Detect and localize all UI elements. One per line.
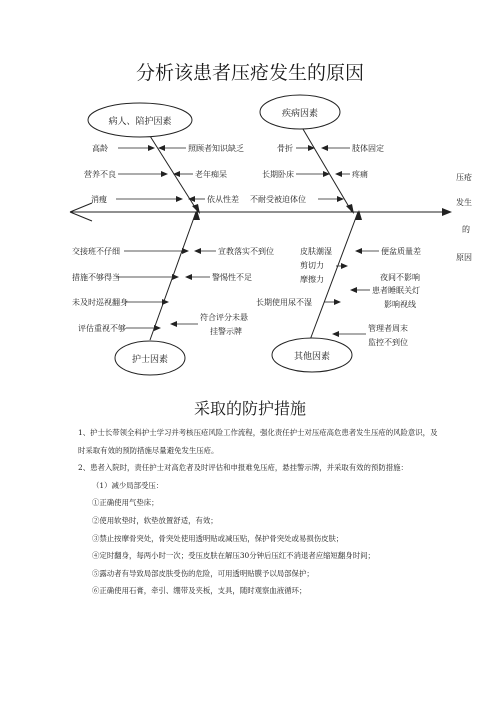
- cause-label: 照顾者知识缺乏: [188, 144, 244, 153]
- category-patient-label: 病人、陪护因素: [108, 117, 172, 127]
- fishbone-tail-bottom: [70, 212, 92, 221]
- list-item: ③禁止按摩骨突处，骨突处使用透明贴或减压贴，保护骨突处或易损伤皮肤；: [92, 533, 344, 543]
- cause-label: 骨折: [277, 144, 293, 153]
- paragraph: （1）减少局部受压：: [92, 480, 164, 490]
- category-other-label: 其他因素: [293, 352, 331, 362]
- cause-label: 高龄: [92, 144, 108, 153]
- cause-label: 影响视线: [384, 300, 416, 309]
- cause-label: 老年痴呆: [195, 170, 227, 179]
- cause-label: 评估重视不够: [78, 324, 126, 333]
- cause-label: 摩擦力: [300, 275, 324, 284]
- list-item: ②使用软垫时，软垫放置舒适，有效；: [92, 515, 218, 525]
- paragraph: 1、护士长带领全科护士学习并考核压疮风险工作流程，强化责任护士对压疮高危患者发生压疮的风险意识，及时采取有效的预防措施尽量避免发生压疮。: [78, 428, 438, 455]
- cause-label: 剪切力: [300, 261, 324, 270]
- cause-label: 夜间不影响: [380, 273, 420, 282]
- category-nurse-label: 护士因素: [131, 355, 169, 365]
- cause-label: 营养不良: [84, 170, 116, 179]
- cause-label: 措施不够得当: [72, 273, 120, 282]
- cause-label: 挂警示牌: [210, 327, 242, 336]
- cause-label: 不耐受被迫体位: [250, 195, 306, 204]
- section-title: 采取的防护措施: [193, 399, 306, 418]
- cause-label: 患者睡眠关灯: [372, 286, 420, 295]
- measures-body: [78, 424, 438, 600]
- cause-label: 交接班不仔细: [72, 247, 120, 256]
- cause-label: 消瘦: [91, 195, 107, 204]
- cause-label: 依从性差: [207, 195, 239, 204]
- cause-label: 便盆质量差: [381, 247, 421, 256]
- patient-causes: [84, 143, 244, 204]
- cause-label: 宣教落实不到位: [218, 247, 274, 256]
- fishbone-tail-top: [70, 203, 92, 212]
- cause-label: 管理者周末: [368, 324, 408, 333]
- cause-label: 监控不到位: [368, 338, 408, 347]
- other-causes: [256, 246, 421, 347]
- effect-line-1: 压疮: [456, 173, 472, 182]
- cause-label: 疼痛: [352, 170, 368, 179]
- list-item: ④定时翻身，每两小时一次；受压皮肤在解压30分钟后压红不消退者应缩短翻身时间；: [92, 551, 375, 561]
- page-title: 分析该患者压疮发生的原因: [135, 62, 364, 84]
- spine-arrowhead: [442, 208, 452, 216]
- cause-label: 警惕性不足: [212, 273, 252, 282]
- nurse-causes: [72, 246, 274, 336]
- effect-line-4: 原因: [456, 253, 472, 262]
- cause-label: 符合评分未悬: [200, 313, 248, 322]
- effect-line-3: 的: [462, 225, 470, 234]
- list-item: ①正确使用气垫床；: [92, 498, 159, 508]
- paragraph: 2、患者入院时，责任护士对高危者及时评估和申报难免压疮，悬挂警示牌，并采取有效的预防措施：: [78, 463, 408, 473]
- effect-line-2: 发生: [456, 198, 472, 207]
- list-item: ⑥正确使用石膏，牵引、绷带及夹板，支具，随时观察血液循环；: [92, 586, 307, 596]
- cause-label: 长期卧床: [262, 170, 294, 179]
- list-item: ⑤露动者有导致局部皮肤受伤的危险，可用透明贴膜予以局部保护；: [92, 568, 314, 578]
- cause-label: 肢体固定: [352, 144, 384, 153]
- cause-label: 未及时巡视翻身: [72, 298, 128, 307]
- category-disease-label: 疾病因素: [281, 109, 319, 119]
- cause-label: 长期使用尿不湿: [256, 298, 312, 307]
- cause-label: 皮肤潮湿: [300, 247, 332, 256]
